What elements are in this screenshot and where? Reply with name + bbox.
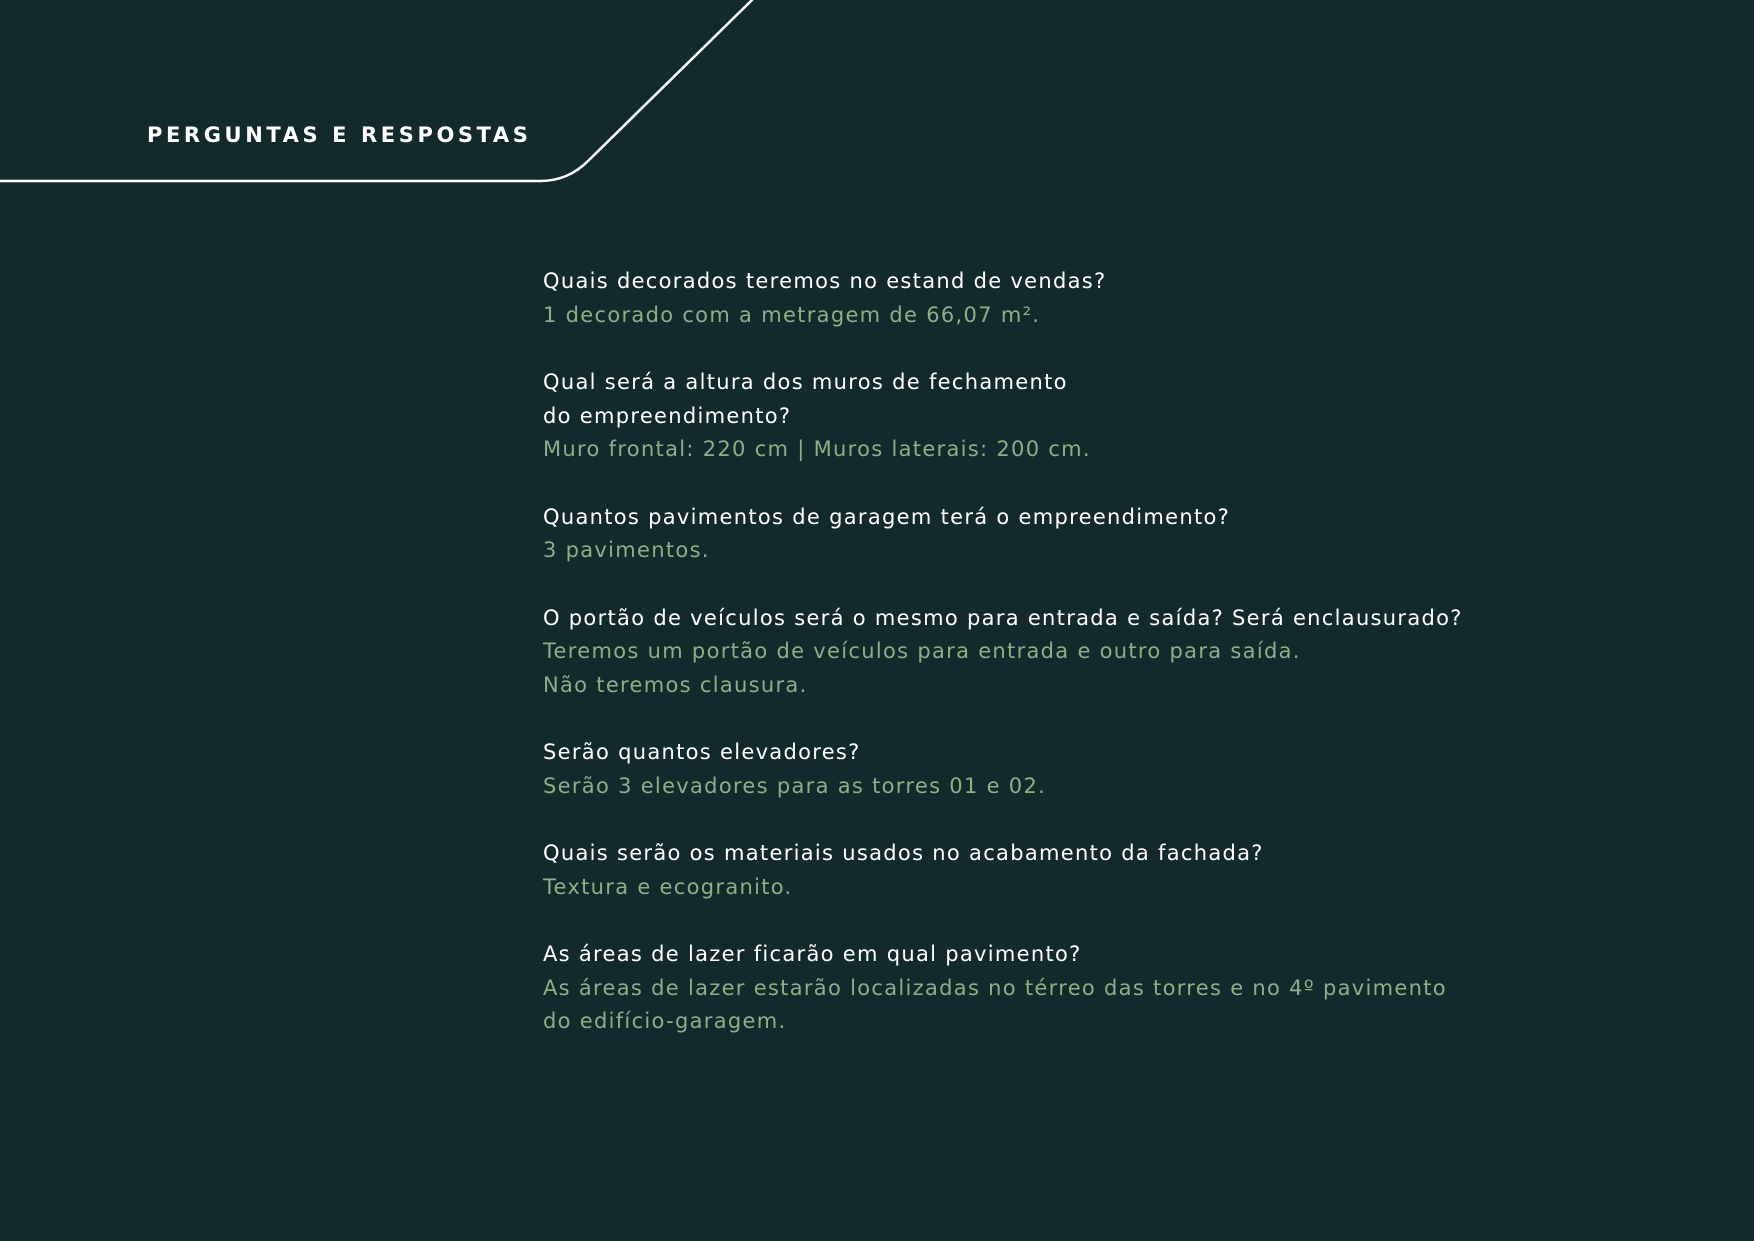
- faq-item: [543, 501, 1563, 568]
- faq-question-line: Qual será a altura dos muros de fechamento: [543, 370, 1068, 394]
- faq-item: [543, 938, 1563, 1039]
- faq-item: [543, 837, 1563, 904]
- faq-answer-line: 3 pavimentos.: [543, 538, 710, 562]
- page-title: PERGUNTAS E RESPOSTAS: [147, 123, 532, 147]
- faq-question-line: O portão de veículos será o mesmo para entrada e saída? Será enclausurado?: [543, 605, 1463, 630]
- faq-item: [543, 265, 1563, 332]
- faq-item: [543, 736, 1563, 803]
- faq-question-line: Quais decorados teremos no estand de vendas?: [543, 269, 1107, 293]
- faq-item: [543, 602, 1563, 703]
- faq-answer-line: Textura e ecogranito.: [543, 874, 793, 899]
- faq-answer-line: Serão 3 elevadores para as torres 01 e 02.: [543, 773, 1047, 798]
- faq-answer-line: As áreas de lazer estarão localizadas no térreo das torres e no 4º pavimento: [543, 975, 1447, 1000]
- faq-answer-line: Não teremos clausura.: [543, 672, 808, 697]
- faq-question-line: Quais serão os materiais usados no acabamento da fachada?: [543, 841, 1264, 865]
- faq-question-line: Serão quantos elevadores?: [543, 740, 861, 764]
- faq-answer-line: Muro frontal: 220 cm | Muros laterais: 200 cm.: [543, 437, 1091, 461]
- faq-list: [543, 265, 1563, 1073]
- faq-answer-line: 1 decorado com a metragem de 66,07 m².: [543, 302, 1041, 327]
- faq-question-line: do empreendimento?: [543, 403, 792, 428]
- faq-question-line: As áreas de lazer ficarão em qual pavimento?: [543, 942, 1082, 966]
- faq-item: [543, 366, 1563, 467]
- faq-answer-line: do edifício-garagem.: [543, 1009, 787, 1033]
- faq-question-line: Quantos pavimentos de garagem terá o empreendimento?: [543, 504, 1231, 529]
- faq-answer-line: Teremos um portão de veículos para entrada e outro para saída.: [543, 639, 1301, 663]
